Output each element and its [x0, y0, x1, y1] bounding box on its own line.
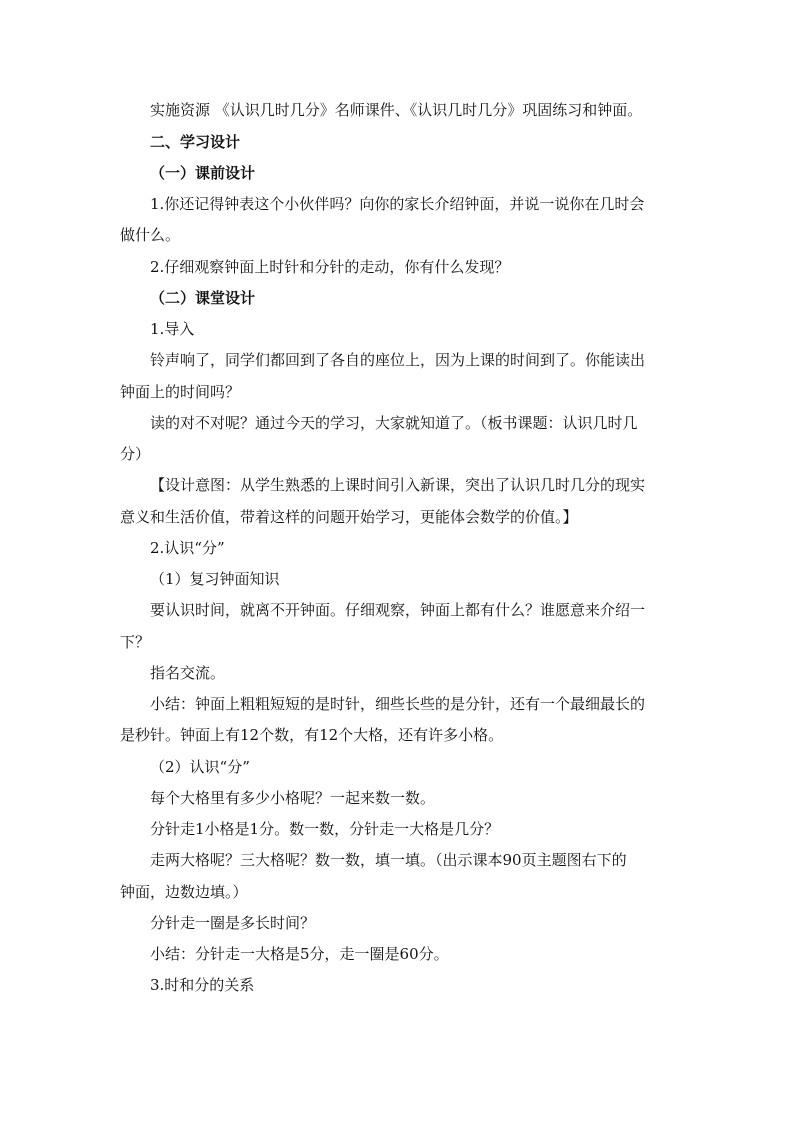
subheading-classroom-design: （二）课堂设计 — [150, 289, 256, 307]
summary-1-line-2: 是秒针。钟面上有12个数，有12个大格，还有许多小格。 — [120, 726, 504, 744]
review-line-1: 要认识时间，就离不开钟面。仔细观察，钟面上都有什么？谁愿意来介绍一 — [150, 601, 646, 619]
intro-line-2: 钟面上的时间吗？ — [120, 383, 241, 401]
pre-class-item-1-line-2: 做什么。 — [120, 226, 181, 244]
exchange-line: 指名交流。 — [150, 664, 226, 682]
count-small-grids-line: 每个大格里有多少小格呢？一起来数一数。 — [150, 789, 436, 807]
resources-line: 实施资源 《认识几时几分》名师课件、《认识几时几分》巩固练习和钟面。 — [150, 101, 643, 119]
pre-class-item-2: 2.仔细观察钟面上时针和分针的走动，你有什么发现？ — [150, 258, 510, 276]
intro-heading: 1.导入 — [150, 320, 195, 338]
intro-line-3: 读的对不对呢？通过今天的学习，大家就知道了。（板书课题：认识几时几 — [150, 414, 638, 432]
intro-line-4: 分） — [120, 445, 151, 463]
intro-line-1: 铃声响了，同学们都回到了各自的座位上，因为上课的时间到了。你能读出 — [150, 351, 646, 369]
summary-1-line-1: 小结：钟面上粗粗短短的是时针，细些长些的是分针，还有一个最细最长的 — [150, 695, 646, 713]
review-heading: （1）复习钟面知识 — [150, 570, 280, 588]
relation-heading: 3.时和分的关系 — [150, 976, 255, 994]
design-intent-line-2: 意义和生活价值，带着这样的问题开始学习，更能体会数学的价值。】 — [120, 508, 578, 526]
one-circle-line: 分针走一圈是多长时间？ — [150, 914, 316, 932]
design-intent-line-1: 【设计意图：从学生熟悉的上课时间引入新课，突出了认识几时几分的现实 — [150, 476, 646, 494]
two-big-grids-line-1: 走两大格呢？三大格呢？数一数，填一填。（出示课本90页主题图右下的 — [150, 851, 627, 869]
summary-2-line: 小结：分针走一大格是5分，走一圈是60分。 — [150, 945, 449, 963]
review-line-2: 下？ — [120, 633, 151, 651]
two-big-grids-line-2: 钟面，边数边填。） — [120, 883, 248, 901]
know-minute-subheading: （2）认识“分” — [150, 758, 250, 776]
one-small-grid-line: 分针走1小格是1分。数一数，分针走一大格是几分？ — [150, 820, 500, 838]
know-minute-heading: 2.认识“分” — [150, 539, 225, 557]
pre-class-item-1-line-1: 1.你还记得钟表这个小伙伴吗？向你的家长介绍钟面，并说一说你在几时会 — [150, 195, 645, 213]
subheading-pre-class-design: （一）课前设计 — [150, 164, 256, 182]
section-heading-learning-design: 二、学习设计 — [150, 133, 241, 151]
